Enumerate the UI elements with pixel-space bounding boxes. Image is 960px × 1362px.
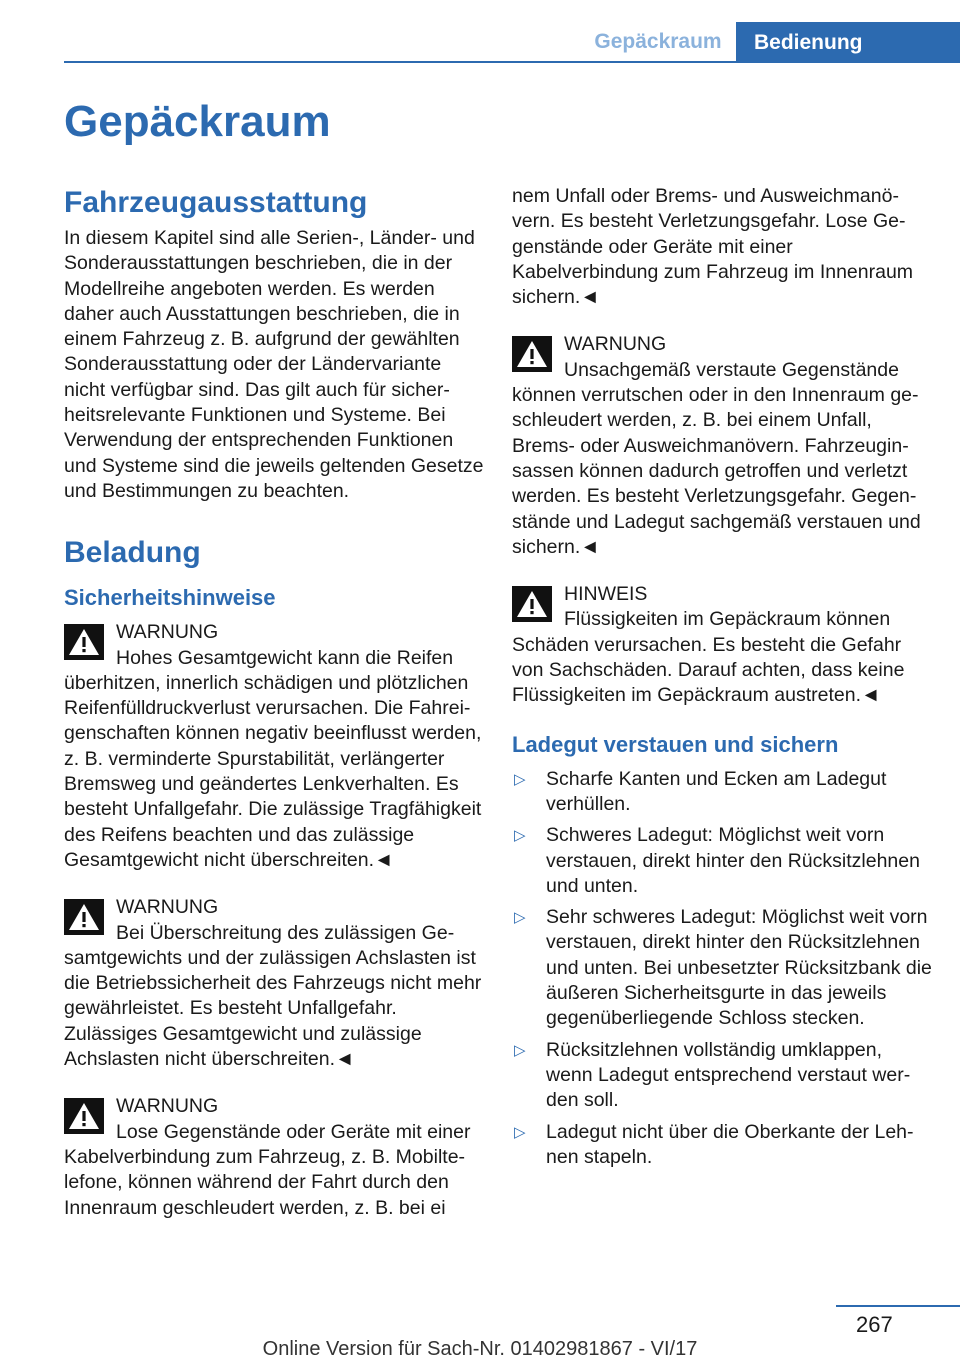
page-number: 267	[856, 1312, 893, 1337]
warning-triangle-icon	[64, 1098, 104, 1134]
warning-triangle-icon	[64, 624, 104, 660]
triangle-bullet-icon: ▷	[514, 1123, 526, 1141]
warning-triangle-icon	[64, 899, 104, 935]
warning-text: Lose Gegenstände oder Geräte mit einer Kabelverbindung zum Fahrzeug, z. B. Mobiltelefone, können während der Fahrt durch den Innenraum geschleudert werden, z. B. bei ei	[64, 1120, 471, 1219]
warning-text: Hohes Gesamtgewicht kann die Reifen überhitzen, innerlich schädigen und plötzlichen Reifenfülldruckverlust verursachen. Die Fahreigenschaften können negativ beeinflusst werden, z. B. verminderte Spurstabilität, verlängerter Bremsweg und geändertes Lenkverhalten. Es besteht Unfallgefahr. Die zulässige Tragfähigkeit des Reifens beachten und das zulässige Gesamtgewicht nicht überschreiten.◄	[64, 646, 482, 871]
list-item	[512, 767, 932, 818]
header-tab-section[interactable]: Gepäckraum	[594, 30, 722, 53]
hinweis-notice	[512, 582, 932, 708]
header-tab-chapter[interactable]: Bedienung	[736, 22, 960, 63]
heading-sicherheitshinweise: Sicherheitshinweise	[64, 585, 276, 611]
right-column	[512, 184, 932, 1176]
warning-notice-4	[512, 332, 932, 560]
heading-fahrzeugausstattung: Fahrzeugausstattung	[64, 186, 368, 219]
hinweis-text: Flüssigkeiten im Gepäckraum können Schäden verursachen. Es besteht die Gefahr von Sachschäden. Darauf achten, dass keine Flüssigkeiten im Gepäckraum austreten.◄	[512, 608, 905, 707]
list-item	[512, 823, 932, 899]
list-item-text: Schweres Ladegut: Möglichst weit vorn verstauen, direkt hinter den Rücksitzlehnen und unten.	[546, 824, 920, 897]
paragraph-fahrzeugausstattung: In diesem Kapitel sind alle Serien-, Länder- und Sonderausstattungen beschrieben, die in der Modellreihe angeboten werden. Es werden daher auch Ausstattungen beschrieben, die in einem Fahrzeug z. B. aufgrund der gewählten Sonderausstattung oder der Ländervariante nicht verfügbar sind. Das gilt auch für sicherheitsrelevante Funktionen und Systeme. Bei Verwendung der entsprechenden Funktionen und Systeme sind die jeweils geltenden Gesetze und Bestimmungen zu beachten.	[64, 227, 484, 502]
warning-notice-1	[64, 620, 484, 873]
warning-notice-3-continued: nem Unfall oder Brems- und Ausweichmanövern. Es besteht Verletzungsgefahr. Lose Gegenstände oder Geräte mit einer Kabelverbindung zum Fahrzeug im Innenraum sichern.◄	[512, 185, 914, 309]
list-item-text: Ladegut nicht über die Oberkante der Lehnen stapeln.	[546, 1120, 914, 1168]
heading-beladung: Beladung	[64, 536, 201, 570]
warning-label: WARNUNG	[116, 896, 219, 919]
warning-triangle-icon	[512, 336, 552, 372]
triangle-bullet-icon: ▷	[514, 770, 526, 788]
warning-label: WARNUNG	[564, 333, 667, 356]
warning-text: Bei Überschreitung des zulässigen Gesamtgewichts und der zulässigen Achslasten ist die Betriebssicherheit des Fahrzeugs nicht mehr gewährleistet. Es besteht Unfallgefahr. Zulässiges Gesamtgewicht und zulässige Achslasten nicht überschreiten.◄	[64, 921, 482, 1071]
warning-notice-2	[64, 895, 484, 1072]
list-item-text: Rücksitzlehnen vollständig umklappen, wenn Ladegut entsprechend verstaut werden soll.	[546, 1038, 911, 1112]
list-item	[512, 905, 932, 1031]
page-title: Gepäckraum	[64, 97, 331, 146]
warning-notice-3	[64, 1094, 484, 1220]
list-item	[512, 1038, 932, 1114]
triangle-bullet-icon: ▷	[514, 1041, 526, 1059]
list-item-text: Sehr schweres Ladegut: Möglichst weit vorn verstauen, direkt hinter den Rücksitzlehnen und unten. Bei unbesetzter Rücksitzbank die äußeren Sicherheitsgurte in das jeweils gegenüberliegende Schloss stecken.	[546, 906, 932, 1030]
triangle-bullet-icon: ▷	[514, 909, 526, 927]
footer-rule	[836, 1305, 960, 1307]
warning-triangle-icon	[512, 586, 552, 622]
hinweis-label: HINWEIS	[564, 583, 648, 606]
list-item-text: Scharfe Kanten und Ecken am Ladegut verhüllen.	[546, 767, 887, 815]
list-item	[512, 1120, 932, 1171]
warning-label: WARNUNG	[116, 1095, 219, 1118]
ladegut-list	[512, 767, 932, 1170]
warning-label: WARNUNG	[116, 621, 219, 644]
heading-ladegut: Ladegut verstauen und sichern	[512, 731, 839, 757]
left-column	[64, 184, 484, 1243]
online-version-footer: Online Version für Sach-Nr. 01402981867 - VI/17	[262, 1338, 698, 1360]
warning-text: Unsachgemäß verstaute Gegenstände können verrutschen oder in den Innenraum geschleudert werden, z. B. bei einem Unfall, Brems- oder Ausweichmanövern. Fahrzeuginsassen können dadurch getroffen und verletzt werden. Es besteht Verletzungsgefahr. Gegenstände und Ladegut sachgemäß verstauen und sichern.◄	[512, 358, 921, 558]
triangle-bullet-icon: ▷	[514, 827, 526, 845]
